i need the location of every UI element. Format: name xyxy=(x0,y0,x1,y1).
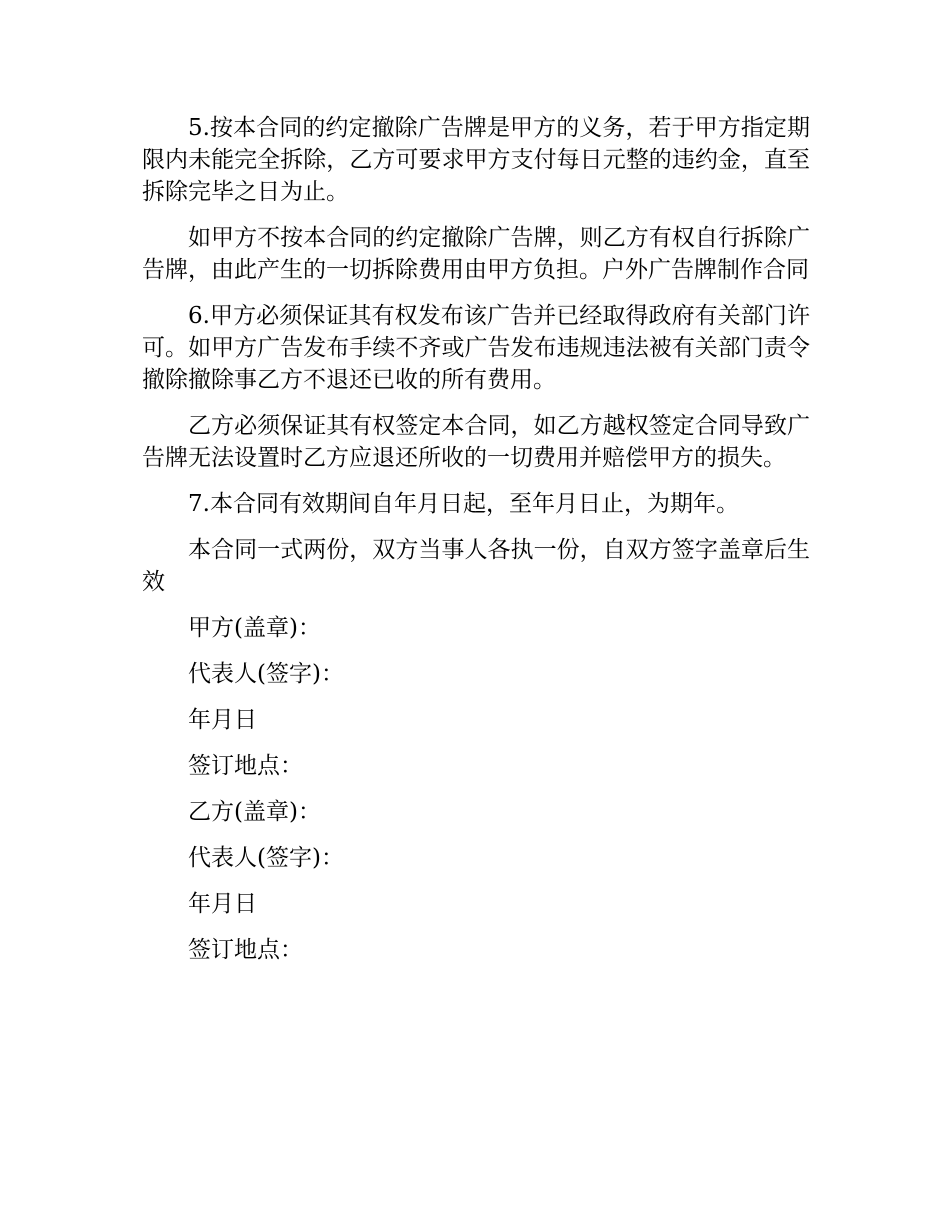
party-b-guarantee-paragraph: 乙方必须保证其有权签定本合同，如乙方越权签定合同导致广告牌无法设置时乙方应退还所收的一切费用并赔偿甲方的损失。 xyxy=(142,413,810,471)
party-b-signature-block xyxy=(142,796,810,980)
party-b-place-line: 签订地点： xyxy=(188,937,303,963)
party-a-place-line: 签订地点： xyxy=(188,753,303,779)
party-b-representative-line: 代表人(签字)： xyxy=(188,845,344,871)
party-b-seal-line: 乙方(盖章)： xyxy=(188,799,321,825)
party-a-signature-block xyxy=(142,612,810,796)
party-a-seal-line: 甲方(盖章)： xyxy=(188,615,321,641)
party-a-date-line: 年月日 xyxy=(188,707,257,733)
removal-paragraph: 如甲方不按本合同的约定撤除广告牌，则乙方有权自行拆除广告牌，由此产生的一切拆除费用由甲方负担。户外广告牌制作合同 xyxy=(142,225,810,283)
copies-paragraph: 本合同一式两份，双方当事人各执一份，自双方签字盖章后生效 xyxy=(142,537,810,595)
clause-7-paragraph: 7.本合同有效期间自年月日起，至年月日止，为期年。 xyxy=(188,491,739,517)
party-a-representative-line: 代表人(签字)： xyxy=(188,661,344,687)
party-b-date-line: 年月日 xyxy=(188,891,257,917)
clause-5-paragraph: 5.按本合同的约定撤除广告牌是甲方的义务，若于甲方指定期限内未能完全拆除，乙方可要求甲方支付每日元整的违约金，直至拆除完毕之日为止。 xyxy=(142,115,810,205)
clause-6-paragraph: 6.甲方必须保证其有权发布该广告并已经取得政府有关部门许可。如甲方广告发布手续不齐或广告发布违规违法被有关部门责令撤除撤除事乙方不退还已收的所有费用。 xyxy=(142,303,810,393)
